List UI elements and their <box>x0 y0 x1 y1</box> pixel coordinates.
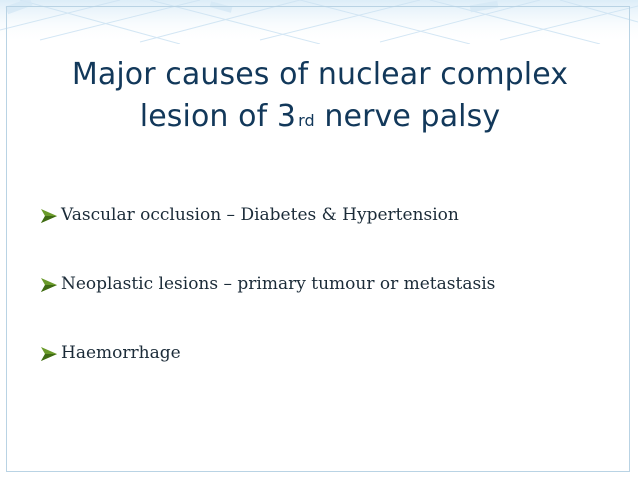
list-item <box>40 205 495 226</box>
bullet-text: Vascular occlusion – Diabetes & Hypertension <box>61 205 459 225</box>
title-line-2-end: nerve palsy <box>314 99 501 134</box>
arrow-bullet-icon <box>40 208 58 224</box>
arrow-bullet-icon <box>40 277 58 293</box>
title-superscript: rd <box>298 111 315 130</box>
title-line-1: Major causes of nuclear complex <box>71 57 569 92</box>
list-item <box>40 343 495 364</box>
list-item <box>40 274 495 295</box>
slide-title <box>20 54 620 138</box>
bullet-text: Neoplastic lesions – primary tumour or metastasis <box>61 274 496 294</box>
arrow-bullet-icon <box>40 346 58 362</box>
bullet-list <box>40 205 495 412</box>
bullet-text: Haemorrhage <box>61 343 181 363</box>
title-line-2-start: lesion of 3 <box>139 99 297 134</box>
